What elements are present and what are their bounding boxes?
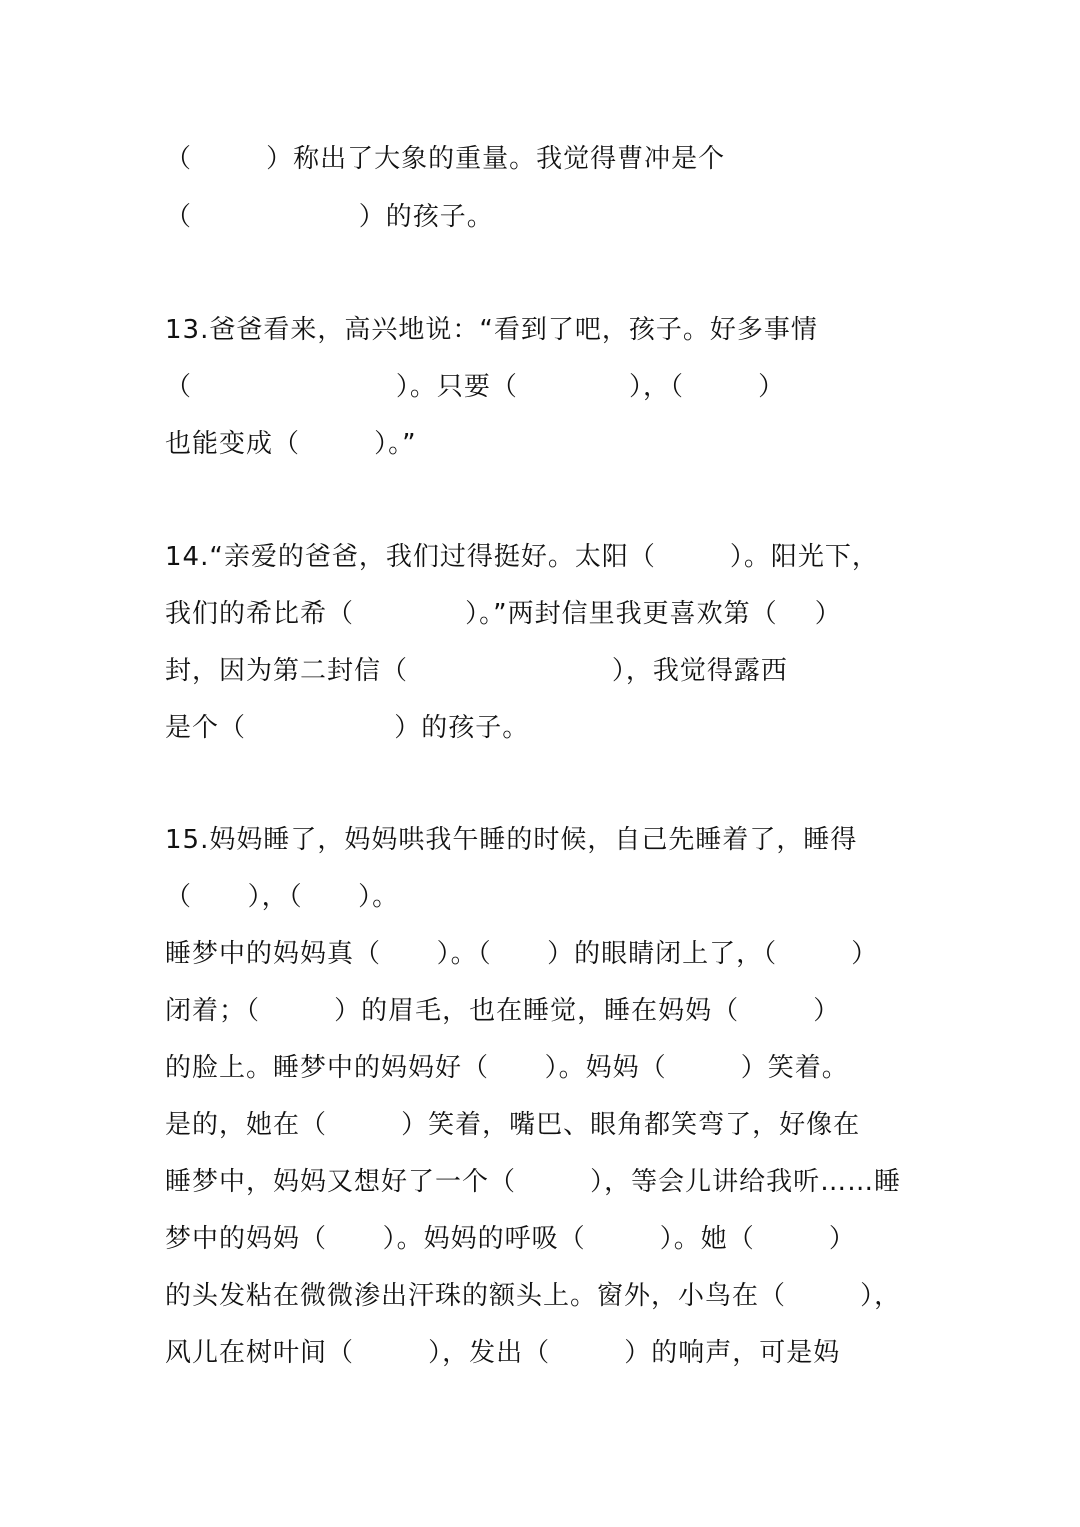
question-15-line-4: 闭着；（ ）的眉毛，也在睡觉，睡在妈妈（ ）: [165, 996, 841, 1026]
question-15-line-5: 的脸上。睡梦中的妈妈好（ ）。妈妈（ ）笑着。: [165, 1053, 849, 1083]
question-14-line-2: 我们的希比希（ ）。”两封信里我更喜欢第（ ）: [165, 599, 842, 629]
question-13-line-1: 13.爸爸看来，高兴地说：“看到了吧，孩子。好多事情: [165, 315, 818, 345]
question-15-line-10: 风儿在树叶间（ ），发出（ ）的响声，可是妈: [165, 1338, 841, 1368]
question-15-line-1: 15.妈妈睡了，妈妈哄我午睡的时候，自己先睡着了，睡得: [165, 825, 858, 855]
question-14-line-3: 封，因为第二封信（ ），我觉得露西: [165, 656, 788, 686]
question-15-line-3: 睡梦中的妈妈真（ ）。（ ）的眼睛闭上了，（ ）: [165, 939, 879, 969]
question-14-line-4: 是个（ ）的孩子。: [165, 713, 530, 743]
text-line-cao-chong-2: （ ）的孩子。: [165, 202, 494, 232]
question-15-line-9: 的头发粘在微微渗出汗珠的额头上。窗外，小鸟在（ ），: [165, 1281, 902, 1311]
question-13-line-3: 也能变成（ ）。”: [165, 429, 417, 459]
question-13-line-2: （ ）。只要（ ），（ ）: [165, 372, 786, 402]
question-15-line-8: 梦中的妈妈（ ）。妈妈的呼吸（ ）。她（ ）: [165, 1224, 856, 1254]
question-15-line-2: （ ），（ ）。: [165, 882, 400, 912]
question-15-line-7: 睡梦中，妈妈又想好了一个（ ），等会儿讲给我听……睡: [165, 1167, 902, 1197]
question-14-line-1: 14.“亲爱的爸爸，我们过得挺好。太阳（ ）。阳光下，: [165, 542, 879, 572]
question-15-line-6: 是的，她在（ ）笑着，嘴巴、眼角都笑弯了，好像在: [165, 1110, 861, 1140]
text-line-cao-chong-1: （ ）称出了大象的重量。我觉得曹冲是个: [165, 144, 726, 174]
